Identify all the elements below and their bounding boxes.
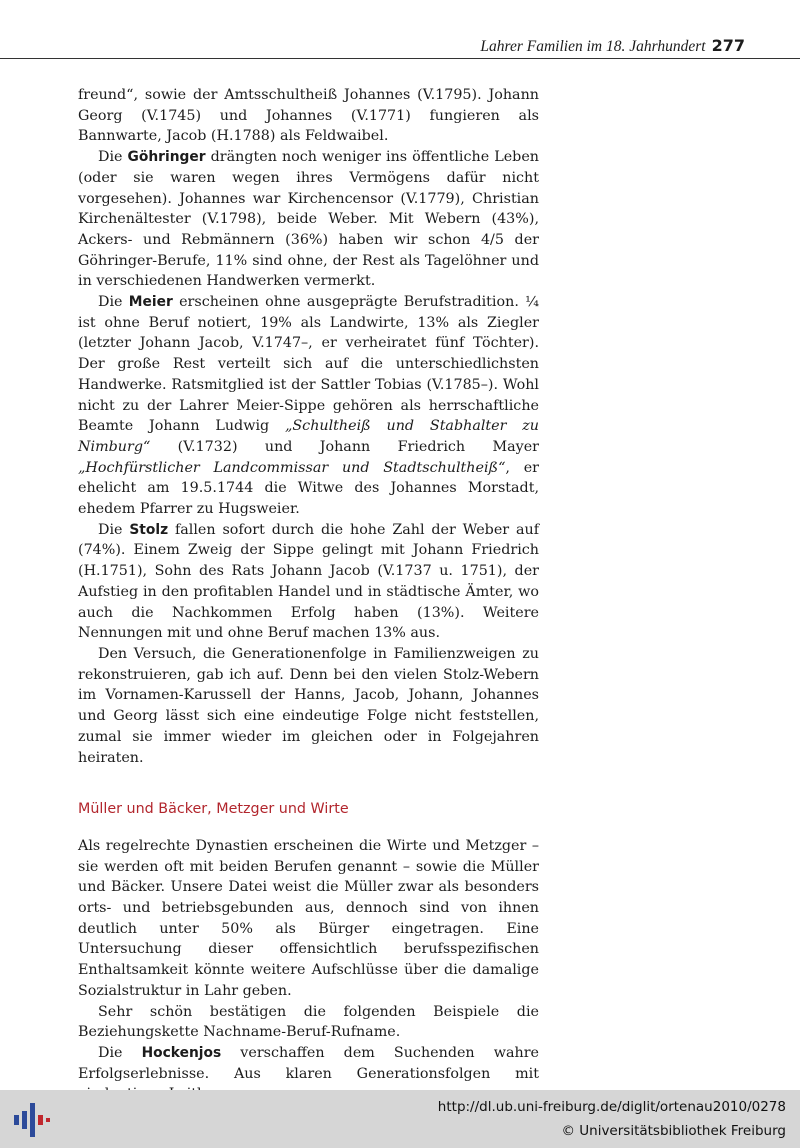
p3-text-3: , er ehelicht am 19.5.1744 die Witwe des Johannes Morstadt, ehedem Pfarrer zu Hugsweier. (78, 459, 539, 518)
running-title: Lahrer Familien im 18. Jahrhundert (480, 38, 706, 55)
paragraph-meier (78, 292, 539, 520)
family-name-goehringer: Göhringer (127, 149, 206, 166)
p8-lead: Die (98, 1044, 142, 1061)
paragraph-goehringer (78, 147, 539, 292)
family-name-hockenjos: Hockenjos (141, 1044, 222, 1061)
ub-freiburg-logo-icon (12, 1100, 52, 1140)
p4-text: fallen sofort durch die hohe Zahl der Weber auf (74%). Einem Zweig der Sippe gelingt mit Johann Friedrich (H.1751), Sohn des Rats Johann Jacob (V.1737 u. 1751), der Aufstieg in den profitablen Handel und in städtische Ämter, wo auch die Nachkommen Erfolg haben (13%). Weitere Nennungen mit und ohne Beruf machen 13% aus. (78, 521, 539, 642)
p3-quote-1: „Schultheiß und Stabhalter zu Nimburg“ (78, 418, 539, 455)
paragraph-7: Sehr schön bestätigen die folgenden Beispiele die Beziehungskette Nachname-Beruf-Rufname. (78, 1003, 539, 1041)
p8-text: verschaffen dem Suchenden wahre Erfolgserlebnisse. Aus klaren Generationsfolgen mit (78, 1044, 539, 1082)
p3-lead: Die (98, 294, 129, 311)
copyright-notice: © Universitätsbibliothek Freiburg (561, 1123, 786, 1139)
family-name-meier: Meier (128, 294, 173, 311)
source-url[interactable]: http://dl.ub.uni-freiburg.de/diglit/ortenau2010/0278 (437, 1099, 786, 1115)
p4-lead: Die (98, 521, 130, 538)
p3-text-2: (V.1732) und Johann Friedrich Mayer (150, 438, 539, 455)
paragraph-6: Als regelrechte Dynastien erscheinen die Wirte und Metzger – sie werden oft mit beiden Berufen genannt – sowie die Müller und Bäcker. Unsere Datei weist die Müller zwar als besonders orts- und betriebsgebunden aus, dennoch sind von ihnen deutlich unter 50% als Bürger eingetragen. Eine Untersuchung dieser offensichtlich berufsspezifischen Enthaltsamkeit könnte weitere Aufschlüsse über die damalige Sozialstruktur in Lahr geben. (78, 837, 539, 999)
header-rule (0, 58, 800, 59)
section-heading: Müller und Bäcker, Metzger und Wirte (78, 801, 349, 818)
paragraph-1: freund“, sowie der Amtsschultheiß Johannes (V.1795). Johann Georg (V.1745) und Johannes (V.1771) fungieren als Bannwarte, Jacob (H.1788) als Feldwaibel. (78, 87, 539, 145)
family-name-stolz: Stolz (129, 521, 169, 538)
p3-quote-2: „Hochfürstlicher Landcommissar und Stadtschultheiß“ (78, 459, 506, 476)
p2-text: drängten noch weniger ins öffentliche Leben (oder sie waren wegen ihres Vermögens dafür nicht vorgesehen). Johannes war Kirchencensor (V.1779), Christian Kirchenältester (V.1798), beide Weber. Mit Webern (43%), Ackers- und Rebmännern (36%) haben wir schon 4/5 der Göhringer-Berufe, 11% sind ohne, der Rest als Tagelöhner und in verschiedenen Handwerken vermerkt. (78, 149, 539, 290)
paragraph-5: Den Versuch, die Generationenfolge in Familienzweigen zu rekonstruieren, gab ich auf. Denn bei den vielen Stolz-Webern im Vornamen-Karussell der Hanns, Jacob, Johann, Johannes und Georg lässt sich eine eindeutige Folge nicht feststellen, zumal sie immer wieder im gleichen oder in Folgejahren heiraten. (78, 645, 539, 766)
running-head (0, 36, 745, 56)
page-number: 277 (711, 36, 745, 55)
p3-text-1: erscheinen ohne ausgeprägte Berufstradition. ¼ ist ohne Beruf notiert, 19% als Landwirte, 13% als Ziegler (letzter Johann Jacob, V.1747–, er verheiratet fünf Töchter). Der große Rest verteilt sich auf die unterschiedlichsten Handwerke. Ratsmitglied ist der Sattler Tobias (V.1785–). Wohl nicht zu der Lahrer Meier-Sippe gehören als herrschaftliche Beamte Johann Ludwig (78, 294, 540, 435)
p2-lead: Die (98, 149, 128, 166)
footer-bar (0, 1090, 800, 1148)
text-column (78, 85, 539, 1105)
paragraph-stolz (78, 520, 539, 644)
